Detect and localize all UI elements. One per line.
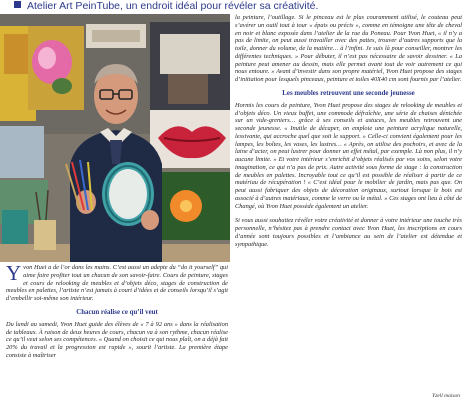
article-photo — [0, 14, 230, 262]
drop-cap: Y — [6, 264, 22, 285]
article-right-column — [235, 14, 462, 390]
article-left-column — [6, 264, 228, 400]
closing-paragraph: Si vous aussi souhaitez révéler votre créativité et donner à votre intérieur une touche très personnelle, n’hésitez pas à prendre contact avec Yvon Huet, les inscriptions en cours d’année sont toujours possibles et l’ambiance au sein de l’atelier est détendue et sympathique. — [235, 217, 462, 248]
painting-paragraph: la peinture, l’outillage. Si le pinceau est le plus couramment utilisé, le couteau peut s’avérer un outil tout à tour « épais ou précis », comme en témoigne une tête de cheval en noir et blanc exposée dans l’atelier de la rue du Poneau. Pour Yvon Huet, « il n’y a pas de limite, on peut aussi travailler avec des pattes, trouver d’autres supports que la toile, donner du volume, de la matière… à l’infini. Je suis là pour conseiller, montrer les différentes techniques. » Pour débuter, il n’est pas nécessaire de savoir dessiner. « La peinture peut amener au dessin, mais elle permet avant tout de voir autrement ce qui nous entoure. » Avant d’investir dans son propre matériel, Yvon Huet propose des stages d’initiation pour lesquels pinceaux, peinture et toiles 40X40 cm sont fournis par l’atelier. — [235, 14, 462, 83]
artist-photo-illustration — [0, 14, 230, 262]
square-bullet-icon — [14, 1, 21, 8]
article-headline: Atelier Art PeinTube, un endroit idéal pour révéler sa créativité. — [0, 0, 465, 14]
furniture-paragraph: Hormis les cours de peinture, Yvon Huet propose des stages de relooking de meubles et d’objets déco. Un vieux buffet, une commode défraîchie, une série de chaises dénichée sur un vide-greniers… grâce à ses conseils et astuces, les meubles retrouvent une seconde jeunesse. « Inutile de décaper, on emploie une peinture acrylique naturelle, lessivante, qui accroche quel que soit le support. » Celle-ci convient également pour les lampes, les boîtes, les vases, les lustres… « Après, on utilise des pochoirs, et avec de la laine d’acier, on peut lustrer pour donner un effet métal, par exemple. Là non plus, il n’y aucune limite. » Et votre intérieur s’enrichit d’objets réalisés par vos soins, selon votre imagination, ce qui n’a pas de prix. Autre activité sous forme de stage : la construction de meubles en palettes. Incroyable tout ce qu’il est possible de réaliser à partir de ce matériau de récupération ! « C’est idéal pour le mobilier de jardin, mais pas que. On peut aussi fabriquer des objets de décoration originaux, surtout lorsque le bois est associé à d’autres matériaux, comme le verre ou le métal. » Ces stages ont lieu à côté de Changé, où Yvon Huet possède également un atelier. — [235, 101, 462, 210]
body-paragraph: Du lundi au samedi, Yvon Huet guide des élèves de « 7 à 92 ans » dans la réalisation de tableaux. À raison de deux heures de cours, chacun va à son rythme, chacun réalise ce qu’il veut selon ses compétences. « Quand on choisit ce qui nous plaît, on a déjà fait 20% du travail et la progression est rapide », sourit l’artiste. La première étape consiste à maîtriser — [6, 320, 228, 359]
photo-credit: Yzell maison — [432, 393, 460, 399]
subheading-chacun: Chacun réalise ce qu’il veut — [76, 308, 158, 316]
intro-paragraph: Yvon Huet a de l’or dans les mains. C’est aussi un adepte du “do it yourself” qui aime faire profiter tout un chacun de son savoir-faire. Cours de peinture, stages et cours de relooking de meubles et d’objets déco, stages de construction de meubles en palettes, l’artiste n’est jamais à court d’idées et de conseils lorsqu’il s’agit d’embellir soi-même son intérieur. — [6, 264, 228, 302]
subheading-meubles: Les meubles retrouvent une seconde jeunesse — [282, 89, 415, 97]
